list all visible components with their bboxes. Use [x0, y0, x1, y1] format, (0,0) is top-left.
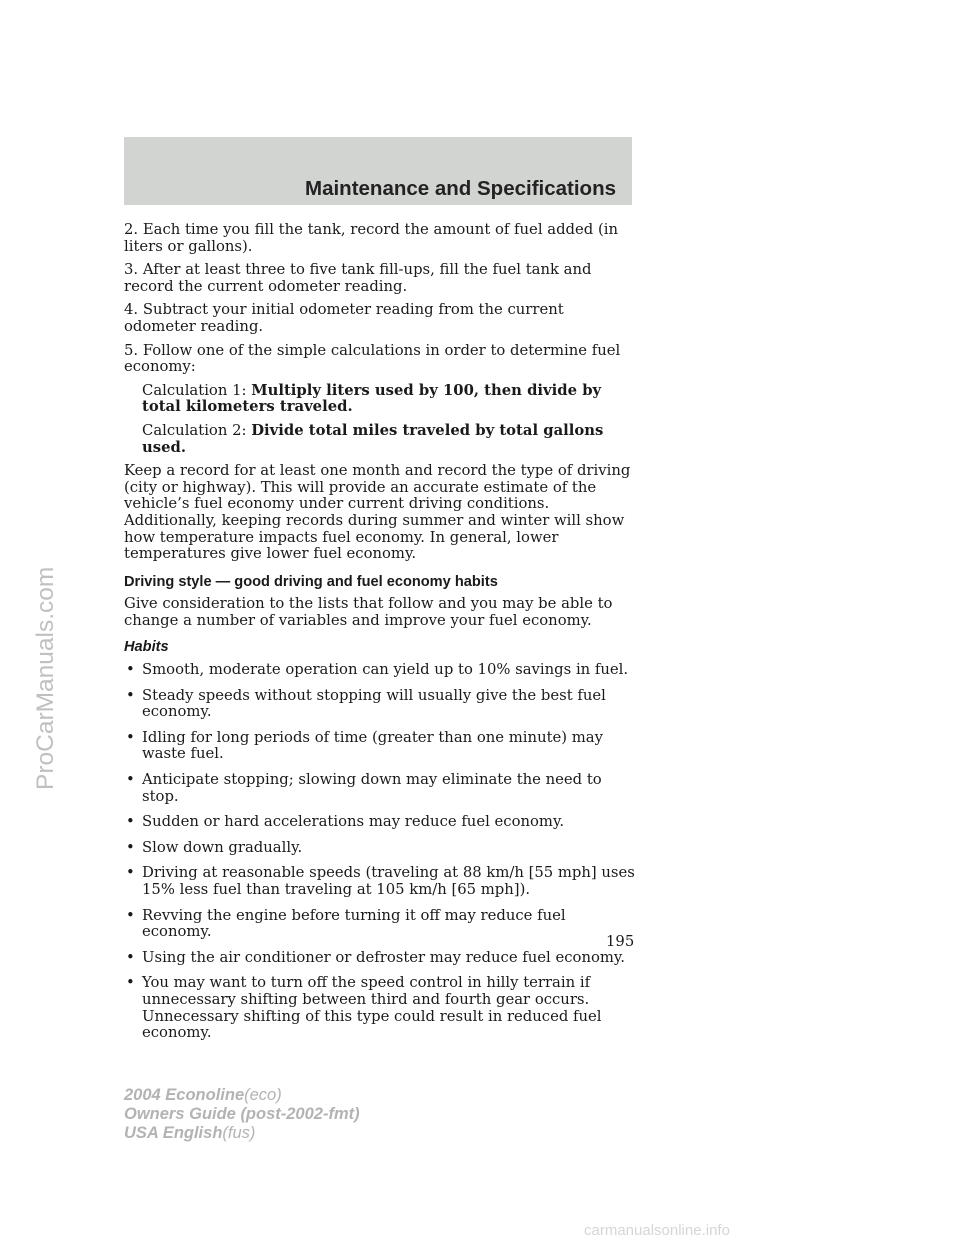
list-item [124, 865, 636, 898]
habit-text: You may want to turn off the speed control in hilly terrain if unnecessary shifting between third and fourth gear occurs. Unnecessary shifting of this type could result in reduced fuel economy. [142, 974, 602, 1042]
bullet-icon: • [126, 661, 135, 679]
page-number: 195 [606, 933, 635, 950]
bullet-icon: • [126, 813, 135, 831]
calculation-1 [124, 383, 636, 416]
list-item [124, 950, 636, 967]
calculation-2-label: Calculation 2: [142, 421, 247, 439]
step-4: 4. Subtract your initial odometer reading from the current odometer reading. [124, 301, 564, 335]
footer-model-code: (eco) [244, 1086, 282, 1104]
habit-text: Using the air conditioner or defroster may reduce fuel economy. [142, 948, 626, 966]
record-paragraph: Keep a record for at least one month and record the type of driving (city or highway). This will provide an accurate estimate of the vehicle’s fuel economy under current driving conditions. Additionally, keeping records during summer and winter will show how temperature impacts fuel economy. In general, lower temperatures give lower fuel economy. [124, 462, 631, 563]
step-3: 3. After at least three to five tank fill-ups, fill the fuel tank and record the current odometer reading. [124, 261, 592, 295]
bullet-icon: • [126, 906, 135, 924]
habit-text: Driving at reasonable speeds (traveling at 88 km/h [55 mph] uses 15% less fuel than traveling at 105 km/h [65 mph]). [142, 864, 635, 898]
footer-language: USA English [124, 1124, 223, 1142]
footer-line-3 [124, 1124, 360, 1143]
habit-text: Anticipate stopping; slowing down may eliminate the need to stop. [142, 771, 602, 805]
footer-line-1 [124, 1086, 360, 1105]
page-content [124, 222, 636, 1051]
step-5: 5. Follow one of the simple calculations in order to determine fuel economy: [124, 341, 621, 376]
footer-line-2: Owners Guide (post-2002-fmt) [124, 1105, 360, 1123]
bullet-icon: • [126, 728, 135, 746]
bullet-icon: • [126, 948, 135, 966]
section-title: Maintenance and Specifications [305, 177, 616, 200]
bullet-icon: • [126, 771, 135, 789]
driving-style-intro: Give consideration to the lists that follow and you may be able to change a number of variables and improve your fuel economy. [124, 595, 613, 629]
list-item [124, 975, 636, 1041]
section-header-band [124, 137, 632, 205]
list-item [124, 814, 636, 831]
habit-text: Slow down gradually. [142, 838, 303, 856]
list-item [124, 730, 636, 763]
habits-list [124, 662, 636, 1042]
step-2: 2. Each time you fill the tank, record the amount of fuel added (in liters or gallons). [124, 221, 618, 255]
list-item [124, 688, 636, 721]
bullet-icon: • [126, 864, 135, 882]
habits-heading: Habits [124, 639, 169, 656]
list-item [124, 662, 636, 679]
document-footer [124, 1086, 360, 1143]
driving-style-heading: Driving style — good driving and fuel economy habits [124, 573, 498, 590]
list-item [124, 908, 636, 941]
calculation-2 [124, 423, 636, 456]
habit-text: Steady speeds without stopping will usually give the best fuel economy. [142, 686, 606, 721]
calculation-1-label: Calculation 1: [142, 381, 247, 399]
bullet-icon: • [126, 838, 135, 856]
bullet-icon: • [126, 974, 135, 992]
list-item [124, 840, 636, 857]
bottom-watermark: carmanualsonline.info [584, 1222, 730, 1239]
footer-model: 2004 Econoline [124, 1086, 245, 1104]
list-item [124, 772, 636, 805]
habit-text: Smooth, moderate operation can yield up to 10% savings in fuel. [142, 661, 629, 679]
calculation-1-text: Multiply liters used by 100, then divide by total kilometers traveled. [142, 381, 602, 416]
habit-text: Revving the engine before turning it off may reduce fuel economy. [142, 906, 566, 941]
bullet-icon: • [126, 686, 135, 704]
side-watermark: ProCarManuals.com [32, 566, 59, 790]
habit-text: Idling for long periods of time (greater than one minute) may waste fuel. [142, 728, 603, 763]
calculation-2-text: Divide total miles traveled by total gallons used. [142, 421, 604, 456]
habit-text: Sudden or hard accelerations may reduce fuel economy. [142, 813, 565, 831]
footer-language-code: (fus) [222, 1124, 256, 1142]
